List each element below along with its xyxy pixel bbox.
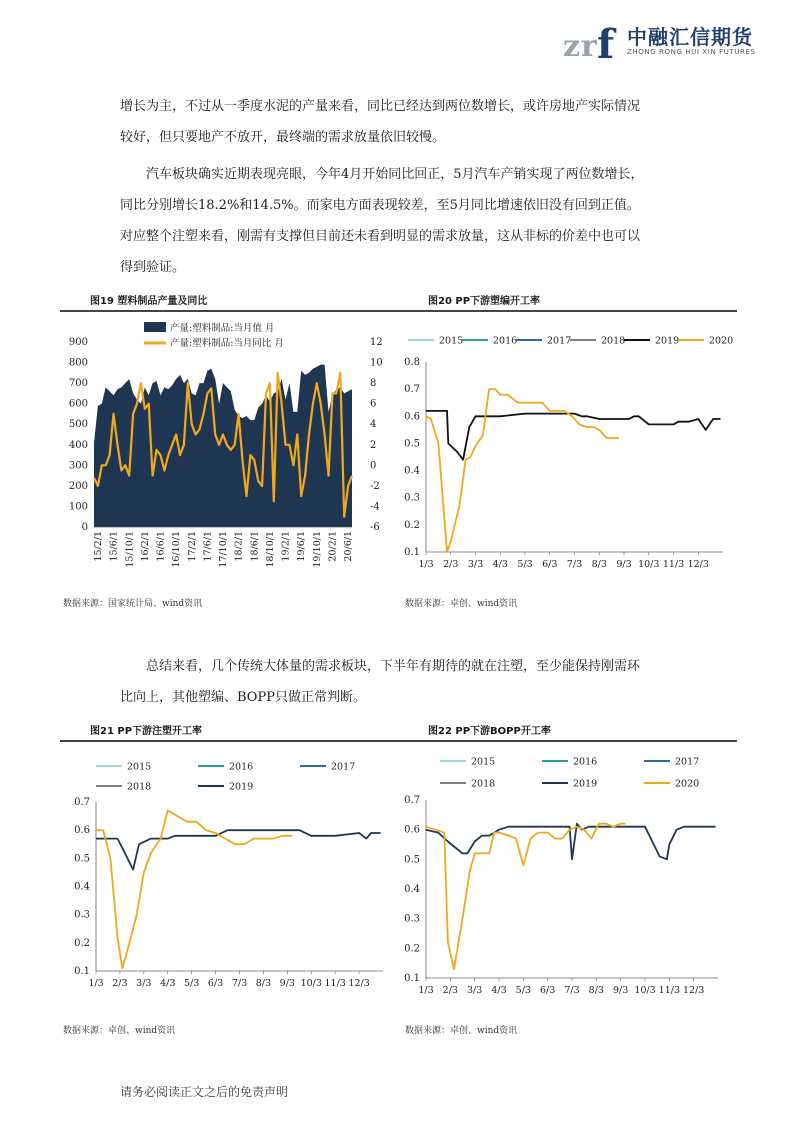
y-tick-label: 0.2 <box>404 943 420 955</box>
y-tick-label: 0.3 <box>404 913 420 925</box>
x-tick-label: 15/6/1 <box>108 531 120 562</box>
y-tick-right: 12 <box>370 337 383 348</box>
figure-divider <box>60 310 737 312</box>
x-tick-label: 11/3 <box>658 985 681 996</box>
company-name-en: ZHONG RONG HUI XIN FUTURES <box>627 48 756 56</box>
svg-text:r: r <box>581 29 597 62</box>
x-tick-label: 16/10/1 <box>171 531 183 568</box>
x-tick-label: 1/3 <box>418 559 434 570</box>
y-tick-right: -6 <box>370 522 380 533</box>
x-tick-label: 10/3 <box>300 978 322 989</box>
x-tick-label: 4/3 <box>492 559 508 570</box>
legend-label-2016: 2016 <box>573 756 598 768</box>
y-tick-right: 10 <box>370 357 383 369</box>
y-tick-label: 0.2 <box>74 937 90 949</box>
x-tick-label: 18/2/1 <box>233 531 245 562</box>
y-tick-label: 0.4 <box>404 465 420 477</box>
figure-title: 图20 PP下游塑编开工率 <box>428 296 541 307</box>
legend-label-2017: 2017 <box>331 761 356 773</box>
y-tick-left: 800 <box>68 357 88 369</box>
y-tick-right: 6 <box>370 398 377 410</box>
data-source: 数据来源：国家统计局、wind资讯 <box>63 599 203 609</box>
x-tick-label: 15/10/1 <box>124 531 136 568</box>
y-tick-left: 200 <box>68 480 88 492</box>
y-tick-label: 0.3 <box>404 492 420 504</box>
legend-label-2019: 2019 <box>229 781 254 793</box>
x-tick-label: 7/3 <box>564 985 580 996</box>
y-tick-label: 0.6 <box>404 824 420 836</box>
paragraph-2 <box>120 159 680 283</box>
y-tick-right: -2 <box>370 480 380 492</box>
y-tick-label: 0.7 <box>404 384 420 396</box>
x-tick-label: 2/3 <box>112 978 128 989</box>
figure-divider <box>60 740 737 742</box>
x-tick-label: 20/2/1 <box>327 531 339 562</box>
y-tick-label: 0.6 <box>74 825 90 837</box>
x-tick-label: 11/3 <box>662 559 685 570</box>
text-line: 较好，但只要地产不放开，最终端的需求放量依旧较慢。 <box>120 130 446 145</box>
x-tick-label: 11/3 <box>324 978 346 989</box>
y-tick-label: 0.1 <box>404 973 420 984</box>
x-tick-label: 6/3 <box>540 985 556 996</box>
data-source: 数据来源：卓创、wind资讯 <box>405 1026 518 1036</box>
x-tick-label: 17/2/1 <box>186 531 198 562</box>
legend-label-2016: 2016 <box>229 761 254 773</box>
legend-label-2015: 2015 <box>439 335 464 347</box>
paragraph-1 <box>120 91 680 153</box>
legend-label-2020: 2020 <box>675 778 700 790</box>
x-tick-label: 7/3 <box>231 978 248 989</box>
series-line-2020 <box>426 824 626 969</box>
y-tick-label: 0.5 <box>74 853 90 865</box>
x-tick-label: 3/3 <box>136 978 152 989</box>
chart-plastic-products <box>60 318 390 580</box>
legend-label-2016: 2016 <box>493 335 518 347</box>
x-tick-label: 8/3 <box>591 559 607 570</box>
y-tick-label: 0.8 <box>404 357 420 368</box>
figure-title: 图21 PP下游注塑开工率 <box>90 726 203 737</box>
y-tick-label: 0.3 <box>74 909 90 921</box>
legend-label-2018: 2018 <box>601 335 626 347</box>
legend-label-2020: 2020 <box>709 335 734 347</box>
x-tick-label: 4/3 <box>160 978 176 989</box>
text-line: 得到验证。 <box>120 260 186 275</box>
figure-title: 图22 PP下游BOPP开工率 <box>428 726 551 737</box>
y-tick-label: 0.1 <box>404 547 420 558</box>
x-tick-label: 10/3 <box>638 559 660 570</box>
data-source: 数据来源：卓创、wind资讯 <box>63 1026 176 1036</box>
x-tick-label: 1/3 <box>418 985 434 996</box>
y-tick-left: 600 <box>68 398 88 410</box>
legend-label-2018: 2018 <box>127 781 152 793</box>
series-area-production <box>94 365 352 527</box>
x-tick-label: 19/6/1 <box>296 531 308 562</box>
y-tick-left: 500 <box>68 419 88 431</box>
x-tick-label: 8/3 <box>588 985 604 996</box>
x-tick-label: 5/3 <box>515 985 531 996</box>
legend-label-2017: 2017 <box>547 335 572 347</box>
text-line: 汽车板块确实近期表现亮眼，今年4月开始同比回正，5月汽车产销实现了两位数增长， <box>146 167 644 182</box>
legend-label-production: 产量:塑料制品:当月值 月 <box>170 323 275 334</box>
legend-label-2019: 2019 <box>573 778 598 790</box>
x-tick-label: 9/3 <box>613 985 629 996</box>
y-tick-label: 0.4 <box>74 881 90 893</box>
x-tick-label: 9/3 <box>616 559 632 570</box>
x-tick-label: 16/6/1 <box>155 531 167 562</box>
y-tick-left: 0 <box>81 522 88 533</box>
svg-text:z: z <box>563 29 581 62</box>
x-tick-label: 7/3 <box>566 559 583 570</box>
disclaimer-footer: 请务必阅读正文之后的免责声明 <box>120 1085 289 1099</box>
legend-swatch-production <box>144 322 166 332</box>
legend-label-2018: 2018 <box>471 778 496 790</box>
x-tick-label: 19/2/1 <box>280 531 292 562</box>
y-tick-right: 4 <box>370 419 377 431</box>
y-tick-left: 400 <box>68 439 88 451</box>
x-tick-label: 3/3 <box>467 559 484 570</box>
y-tick-right: 2 <box>370 439 377 451</box>
svg-text:f: f <box>597 22 615 62</box>
company-name-cn: 中融汇信期货 <box>627 25 753 49</box>
y-tick-left: 700 <box>68 378 88 390</box>
y-tick-label: 0.7 <box>404 795 420 806</box>
chart-pp-bopp <box>398 750 738 1000</box>
y-tick-label: 0.5 <box>404 854 420 866</box>
x-tick-label: 5/3 <box>517 559 533 570</box>
x-tick-label: 12/3 <box>348 978 370 989</box>
x-tick-label: 2/3 <box>442 985 458 996</box>
series-line-2019 <box>96 830 381 869</box>
x-tick-label: 18/6/1 <box>249 531 261 562</box>
y-tick-label: 0.4 <box>404 884 420 895</box>
figure-title: 图19 塑料制品产量及同比 <box>90 296 208 307</box>
y-tick-label: 0.2 <box>404 519 420 531</box>
x-tick-label: 17/6/1 <box>202 531 214 562</box>
y-tick-left: 900 <box>68 337 88 348</box>
x-tick-label: 5/3 <box>184 978 200 989</box>
x-tick-label: 6/3 <box>207 978 224 989</box>
data-source: 数据来源：卓创、wind资讯 <box>405 599 518 609</box>
x-tick-label: 10/3 <box>634 985 656 996</box>
x-tick-label: 8/3 <box>255 978 272 989</box>
chart-pp-injection <box>60 750 390 992</box>
x-tick-label: 2/3 <box>443 559 459 570</box>
legend-label-2015: 2015 <box>471 756 496 768</box>
x-tick-label: 4/3 <box>491 985 507 996</box>
series-line-2020 <box>96 810 292 968</box>
legend-label-2019: 2019 <box>655 335 680 347</box>
y-tick-left: 100 <box>68 501 88 513</box>
y-tick-label: 0.7 <box>74 797 90 808</box>
legend-label-yoy: 产量:塑料制品:当月同比 月 <box>170 338 284 349</box>
x-tick-label: 9/3 <box>279 978 295 989</box>
text-line: 对应整个注塑来看，刚需有支撑但目前还未看到明显的需求放量，这从非标的价差中也可以 <box>120 229 641 244</box>
paragraph-3 <box>120 651 680 713</box>
company-logo <box>563 18 778 64</box>
x-tick-label: 12/3 <box>687 559 709 570</box>
text-line: 比向上，其他塑编、BOPP只做正常判断。 <box>120 690 366 705</box>
x-tick-label: 20/6/1 <box>343 531 354 562</box>
legend-label-2015: 2015 <box>127 761 152 773</box>
text-line: 同比分别增长18.2%和14.5%。而家电方面表现较差，至5月同比增速依旧没有回到正值。 <box>120 198 640 213</box>
x-tick-label: 12/3 <box>682 985 705 996</box>
chart-pp-woven <box>398 326 738 574</box>
y-tick-label: 0.5 <box>404 438 420 450</box>
x-tick-label: 18/10/1 <box>264 531 276 568</box>
x-tick-label: 15/2/1 <box>93 531 104 562</box>
y-tick-right: 0 <box>370 460 377 472</box>
x-tick-label: 19/10/1 <box>311 531 323 568</box>
legend-label-2017: 2017 <box>675 756 700 768</box>
x-tick-label: 6/3 <box>542 559 558 570</box>
text-line: 总结来看，几个传统大体量的需求板块，下半年有期待的就在注塑，至少能保持刚需环 <box>146 659 641 674</box>
y-tick-left: 300 <box>68 460 88 472</box>
x-tick-label: 17/10/1 <box>218 531 229 568</box>
x-tick-label: 1/3 <box>88 978 104 989</box>
y-tick-label: 0.6 <box>404 411 420 423</box>
zrf-logo-icon <box>563 22 623 62</box>
y-tick-right: 8 <box>370 378 377 390</box>
text-line: 增长为主，不过从一季度水泥的产量来看，同比已经达到两位数增长，或许房地产实际情况 <box>120 99 641 114</box>
y-tick-label: 0.1 <box>74 966 90 977</box>
x-tick-label: 16/2/1 <box>139 531 151 562</box>
y-tick-right: -4 <box>370 501 380 513</box>
x-tick-label: 3/3 <box>467 985 483 996</box>
